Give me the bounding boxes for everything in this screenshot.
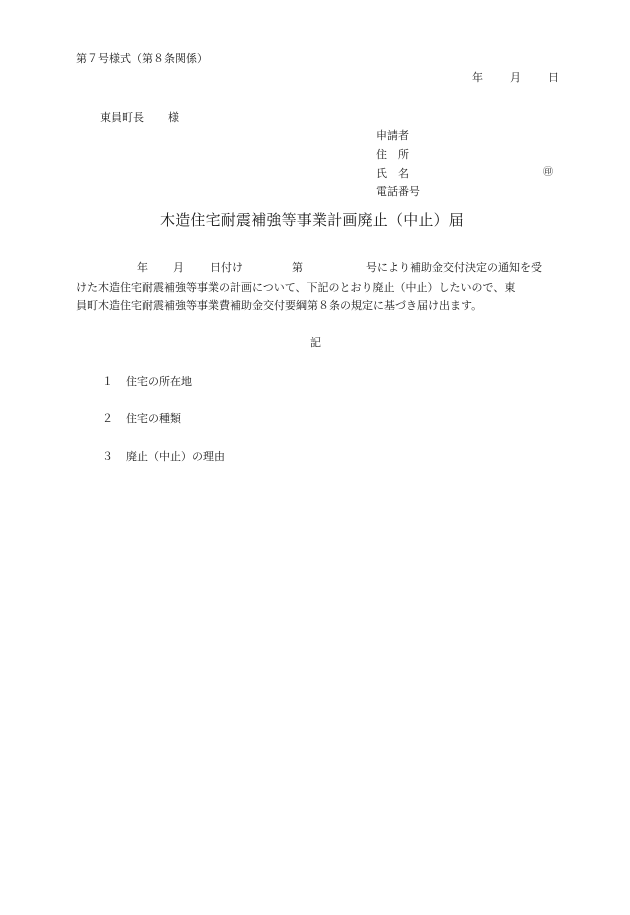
date-day-label: 日 — [548, 71, 559, 84]
seal-mark: ㊞ — [543, 167, 553, 178]
list-item — [102, 413, 181, 424]
applicant-name-label: 氏 名 — [376, 167, 409, 180]
document-title: 木造住宅耐震補強等事業計画廃止（中止）届 — [160, 211, 465, 229]
ki-heading: 記 — [310, 336, 321, 349]
body-line-1-text: 号により補助金交付決定の通知を受 — [366, 261, 542, 274]
addressee — [100, 112, 179, 123]
applicant-phone-label: 電話番号 — [376, 185, 420, 198]
item-text: 住宅の所在地 — [126, 375, 192, 388]
addressee-name: 東員町長 — [100, 111, 144, 124]
body-paragraph-line-3: 員町木造住宅耐震補強等事業費補助金交付要綱第８条の規定に基づき届け出ます。 — [76, 299, 483, 312]
list-item — [102, 451, 225, 462]
applicant-address-label: 住 所 — [376, 148, 409, 161]
body-year-label: 年 — [137, 261, 148, 274]
body-paragraph-line-2: けた木造住宅耐震補強等事業の計画について、下記のとおり廃止（中止）したいので、東 — [76, 281, 516, 294]
list-item — [102, 376, 192, 387]
body-number-prefix: 第 — [292, 261, 303, 274]
item-number: ３ — [102, 450, 113, 463]
body-paragraph-line-1 — [76, 262, 542, 273]
addressee-honorific: 様 — [168, 111, 179, 124]
item-number: ２ — [102, 412, 113, 425]
applicant-label: 申請者 — [376, 129, 409, 142]
item-number: １ — [102, 375, 113, 388]
item-text: 廃止（中止）の理由 — [126, 450, 225, 463]
date-year-label: 年 — [472, 71, 483, 84]
body-dated-label: 日付け — [210, 261, 243, 274]
item-text: 住宅の種類 — [126, 412, 181, 425]
date-month-label: 月 — [510, 71, 521, 84]
body-month-label: 月 — [173, 261, 184, 274]
form-number: 第７号様式（第８条関係） — [76, 52, 208, 65]
submission-date — [472, 72, 559, 83]
